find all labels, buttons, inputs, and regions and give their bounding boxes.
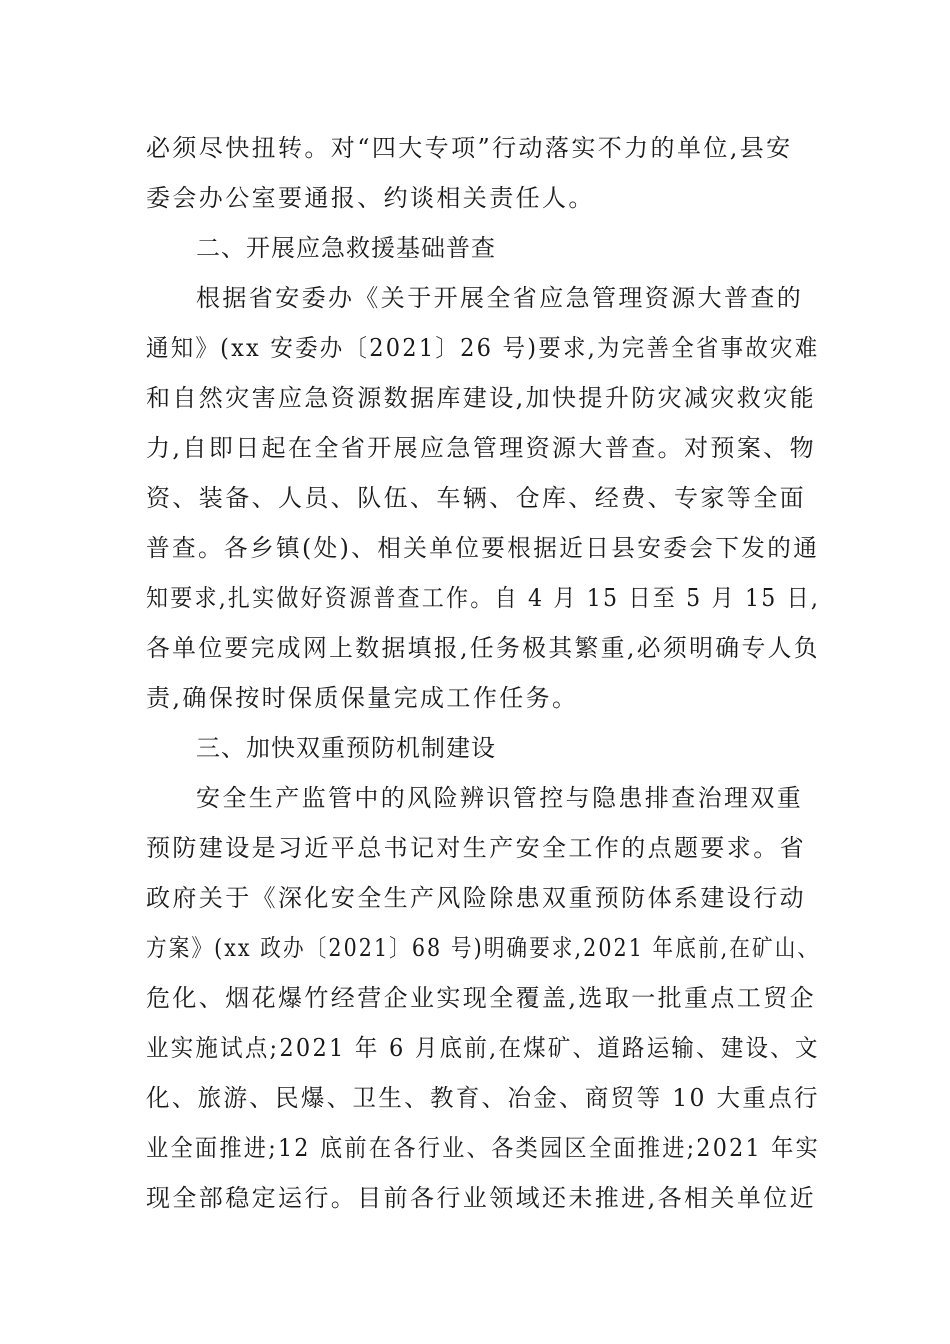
- paragraph-3-line-7: 化、旅游、民爆、卫生、教育、冶金、商贸等 10 大重点行: [146, 1084, 820, 1112]
- paragraph-3-line-6: 业实施试点;2021 年 6 月底前,在煤矿、道路运输、建设、文: [146, 1034, 820, 1062]
- paragraph-1-line-1: 必须尽快扭转。对“四大专项”行动落实不力的单位,县安: [146, 134, 793, 162]
- paragraph-2-line-8: 各单位要完成网上数据填报,任务极其繁重,必须明确专人负: [146, 634, 820, 662]
- paragraph-3-line-2: 预防建设是习近平总书记对生产安全工作的点题要求。省: [146, 834, 806, 862]
- paragraph-2-line-3: 和自然灾害应急资源数据库建设,加快提升防灾减灾救灾能: [146, 384, 817, 412]
- paragraph-3-line-4: 方案》(xx 政办〔2021〕68 号)明确要求,2021 年底前,在矿山、: [146, 934, 821, 962]
- paragraph-2-line-6: 普查。各乡镇(处)、相关单位要根据近日县安委会下发的通: [146, 534, 820, 562]
- paragraph-1-line-2: 委会办公室要通报、约谈相关责任人。: [146, 184, 595, 212]
- paragraph-2-line-1: 根据省安委办《关于开展全省应急管理资源大普查的: [196, 284, 804, 312]
- paragraph-3-line-9: 现全部稳定运行。目前各行业领域还未推进,各相关单位近: [146, 1184, 817, 1212]
- paragraph-3-line-3: 政府关于《深化安全生产风险除患双重预防体系建设行动: [146, 884, 806, 912]
- paragraph-3-line-1: 安全生产监管中的风险辨识管控与隐患排查治理双重: [196, 784, 804, 812]
- paragraph-3-line-8: 业全面推进;12 底前在各行业、各类园区全面推进;2021 年实: [146, 1134, 820, 1162]
- paragraph-2-line-7: 知要求,扎实做好资源普查工作。自 4 月 15 日至 5 月 15 日,: [146, 584, 821, 612]
- paragraph-3-line-5: 危化、烟花爆竹经营企业实现全覆盖,选取一批重点工贸企: [146, 984, 817, 1012]
- paragraph-2-line-2: 通知》(xx 安委办〔2021〕26 号)要求,为完善全省事故灾难: [146, 334, 820, 362]
- paragraph-2-line-5: 资、装备、人员、队伍、车辆、仓库、经费、专家等全面: [146, 484, 806, 512]
- paragraph-2-line-4: 力,自即日起在全省开展应急管理资源大普查。对预案、物: [146, 434, 817, 462]
- section-heading-3: 三、加快双重预防机制建设: [196, 734, 496, 762]
- paragraph-2-line-9: 责,确保按时保质保量完成工作任务。: [146, 684, 579, 712]
- section-heading-2: 二、开展应急救援基础普查: [196, 234, 496, 262]
